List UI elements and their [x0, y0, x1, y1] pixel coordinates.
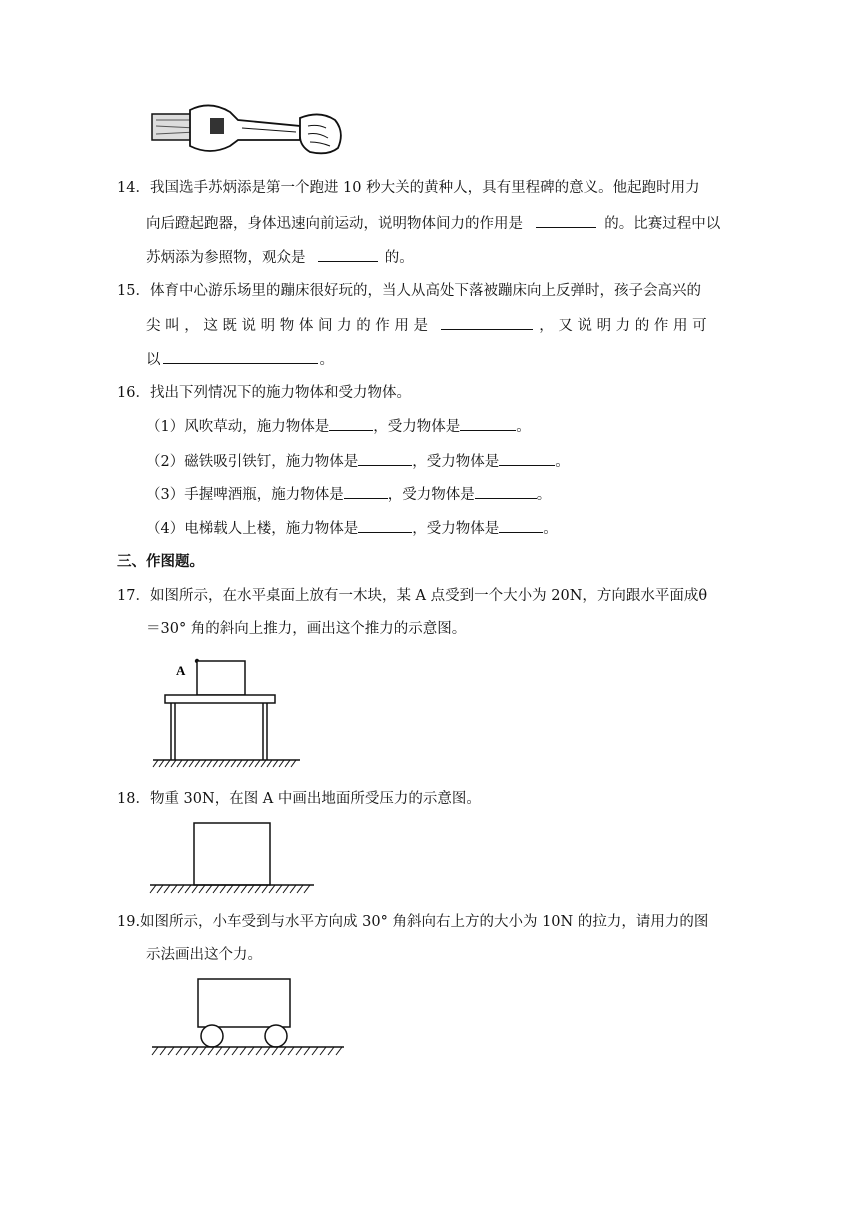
answer-blank[interactable] [358, 518, 412, 533]
answer-blank[interactable] [499, 451, 555, 466]
q14-line-1: 14．我国选手苏炳添是第一个跑进 10 秒大关的黄种人，具有里程碑的意义。他起跑时用力 [117, 180, 700, 196]
q19-line-1: 19.如图所示，小车受到与水平方向成 30° 角斜向右上方的大小为 10N 的拉力，请用力的图 [117, 914, 709, 930]
answer-blank[interactable] [536, 213, 596, 228]
q15-line-1: 15．体育中心游乐场里的蹦床很好玩的，当人从高处下落被蹦床向上反弹时，孩子会高兴的 [117, 283, 701, 299]
q16-item-4: （4）电梯载人上楼，施力物体是 ，受力物体是 。 [146, 518, 558, 539]
cart-figure [150, 976, 346, 1058]
answer-blank[interactable] [358, 451, 412, 466]
section-heading: 三、作图题。 [117, 553, 204, 570]
table-block-figure [150, 650, 305, 772]
q17-line-1: 17．如图所示，在水平桌面上放有一木块，某 A 点受到一个大小为 20N，方向跟水平面成θ [117, 588, 708, 604]
answer-blank[interactable] [163, 349, 318, 364]
answer-blank[interactable] [460, 416, 516, 431]
answer-blank[interactable] [499, 518, 543, 533]
answer-blank[interactable] [344, 484, 388, 499]
answer-blank[interactable] [475, 484, 537, 499]
q15-line-2: 尖 叫 ， 这 既 说 明 物 体 间 力 的 作 用 是 ， 又 说 明 力 的 作 用 可 [146, 315, 707, 336]
q16-stem: 16．找出下列情况下的施力物体和受力物体。 [117, 385, 411, 401]
wrench-figure [150, 96, 350, 160]
q18-line-1: 18．物重 30N，在图 A 中画出地面所受压力的示意图。 [117, 791, 481, 807]
point-a-label: A [176, 663, 186, 678]
q19-line-2: 示法画出这个力。 [146, 947, 262, 963]
answer-blank[interactable] [329, 416, 373, 431]
q14-line-2: 向后蹬起跑器，身体迅速向前运动，说明物体间力的作用是 的。比赛过程中以 [146, 213, 720, 234]
q17-line-2: ＝30° 角的斜向上推力，画出这个推力的示意图。 [146, 621, 467, 637]
answer-blank[interactable] [441, 315, 533, 330]
q16-item-2: （2）磁铁吸引铁钉，施力物体是 ，受力物体是 。 [146, 451, 570, 472]
block-on-ground-figure [148, 820, 316, 898]
q16-item-3: （3）手握啤酒瓶，施力物体是 ，受力物体是 。 [146, 484, 551, 505]
q16-item-1: （1）风吹草动，施力物体是 ，受力物体是 。 [146, 416, 531, 437]
answer-blank[interactable] [318, 247, 378, 262]
q14-line-3: 苏炳添为参照物，观众是 的。 [146, 247, 414, 268]
q15-line-3: 以 。 [146, 349, 334, 370]
